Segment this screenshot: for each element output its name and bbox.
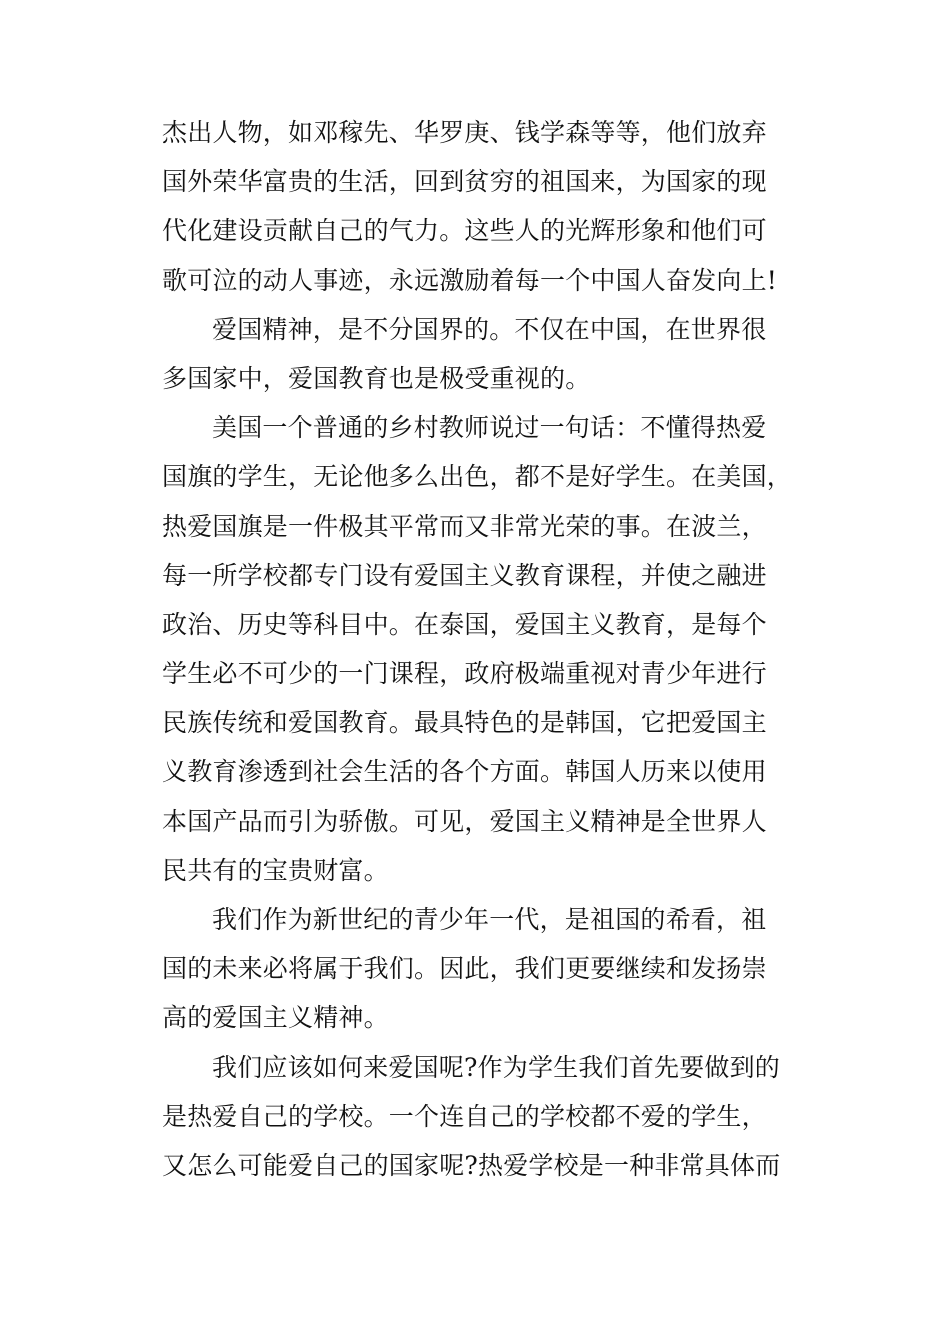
text-line: 国旗的学生，无论他多么出色，都不是好学生。在美国， <box>162 462 793 492</box>
text-line: 国外荣华富贵的生活，回到贫穷的祖国来，为国家的现 <box>162 167 767 197</box>
text-line: 每一所学校都专门设有爱国主义教育课程，并使之融进 <box>162 560 767 590</box>
text-line: 又怎么可能爱自己的国家呢?热爱学校是一种非常具体而 <box>162 1150 781 1180</box>
text-line: 美国一个普通的乡村教师说过一句话：不懂得热爱 <box>212 413 767 443</box>
text-line: 是热爱自己的学校。一个连自己的学校都不爱的学生， <box>162 1101 767 1131</box>
document-body <box>162 108 822 1190</box>
text-line: 多国家中，爱国教育也是极受重视的。 <box>162 363 591 393</box>
text-line: 本国产品而引为骄傲。可见，爱国主义精神是全世界人 <box>162 806 767 836</box>
text-line: 民族传统和爱国教育。最具特色的是韩国，它把爱国主 <box>162 708 767 738</box>
text-line: 政治、历史等科目中。在泰国，爱国主义教育，是每个 <box>162 609 767 639</box>
text-line: 义教育渗透到社会生活的各个方面。韩国人历来以使用 <box>162 757 767 787</box>
text-line: 代化建设贡献自己的气力。这些人的光辉形象和他们可 <box>162 216 767 246</box>
text-line: 杰出人物，如邓稼先、华罗庚、钱学森等等，他们放弃 <box>162 118 767 147</box>
text-line: 我们应该如何来爱国呢?作为学生我们首先要做到的 <box>212 1052 781 1082</box>
text-line: 歌可泣的动人事迹，永远激励着每一个中国人奋发向上! <box>162 265 778 295</box>
text-line: 高的爱国主义精神。 <box>162 1003 389 1033</box>
text-line: 民共有的宝贵财富。 <box>162 855 389 885</box>
text-line: 学生必不可少的一门课程，政府极端重视对青少年进行 <box>162 659 767 689</box>
text-line: 我们作为新世纪的青少年一代，是祖国的希看，祖 <box>212 905 767 934</box>
text-line: 国的未来必将属于我们。因此，我们更要继续和发扬崇 <box>162 954 767 984</box>
text-line: 热爱国旗是一件极其平常而又非常光荣的事。在波兰， <box>162 511 767 541</box>
text-line: 爱国精神，是不分国界的。不仅在中国，在世界很 <box>212 314 767 344</box>
